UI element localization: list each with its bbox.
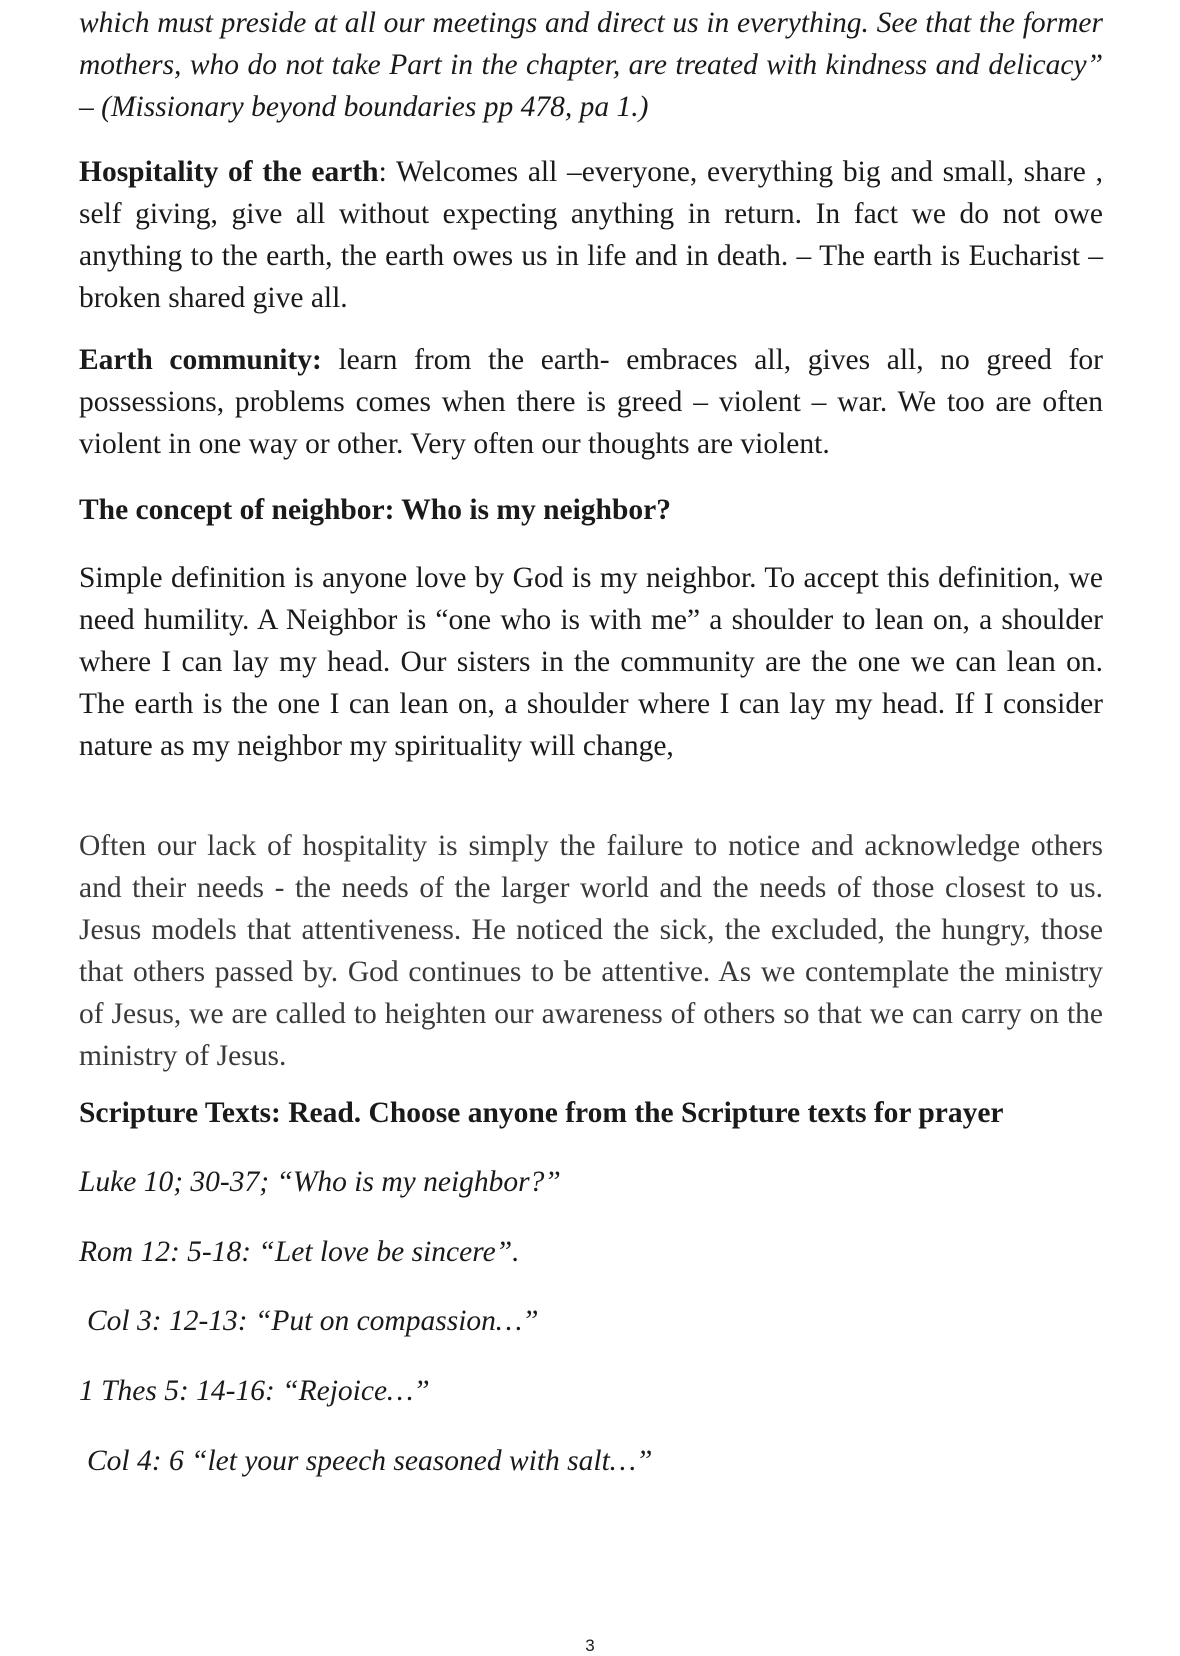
earth-community-paragraph: [79, 339, 1103, 465]
intro-quote: which must preside at all our meetings and direct us in everything. See that the former mothers, who do not take Part in the chapter, are treated with kindness and delicacy” – (Missionary beyond boundaries pp 478, pa 1.): [79, 7, 1103, 123]
scripture-ref-luke: Luke 10; 30-37; “Who is my neighbor?”: [79, 1166, 561, 1198]
hospitality-reflection: Often our lack of hospitality is simply the failure to notice and acknowledge others and their needs - the needs of the larger world and the needs of those closest to us. Jesus models that attentiveness. He noticed the sick, the excluded, the hungry, those that others passed by. God continues to be attentive. As we contemplate the ministry of Jesus, we are called to heighten our awareness of others so that we can carry on the ministry of Jesus.: [79, 830, 1103, 1072]
scripture-ref-col-3: Col 3: 12-13: “Put on compassion…”: [87, 1305, 539, 1337]
hospitality-term: Hospitality of the earth: [79, 156, 379, 188]
scripture-ref-thes: 1 Thes 5: 14-16: “Rejoice…”: [79, 1375, 430, 1407]
scripture-heading: Scripture Texts: Read. Choose anyone from the Scripture texts for prayer: [79, 1097, 1004, 1129]
scripture-ref-rom: Rom 12: 5-18: “Let love be sincere”.: [79, 1236, 520, 1268]
scripture-ref-col-4: Col 4: 6 “let your speech seasoned with salt…”: [87, 1445, 653, 1477]
hospitality-text: : Welcomes all –everyone, everything big and small, share , self giving, give all without expecting anything in return. In fact we do not owe anything to the earth, the earth owes us in life and in death. – The earth is Eucharist – broken shared give all.: [79, 156, 1103, 314]
neighbor-definition: Simple definition is anyone love by God is my neighbor. To accept this definition, we need humility. A Neighbor is “one who is with me” a shoulder to lean on, a shoulder where I can lay my head. Our sisters in the community are the one we can lean on. The earth is the one I can lean on, a shoulder where I can lay my head. If I consider nature as my neighbor my spirituality will change,: [79, 562, 1103, 762]
hospitality-paragraph: [79, 151, 1103, 319]
earth-community-text: learn from the earth- embraces all, gives all, no greed for possessions, problems comes when there is greed – violent – war. We too are often violent in one way or other. Very often our thoughts are violent.: [79, 344, 1103, 460]
page-number: 3: [585, 1636, 595, 1655]
earth-community-term: Earth community:: [79, 344, 322, 376]
neighbor-heading: The concept of neighbor: Who is my neighbor?: [79, 494, 671, 526]
